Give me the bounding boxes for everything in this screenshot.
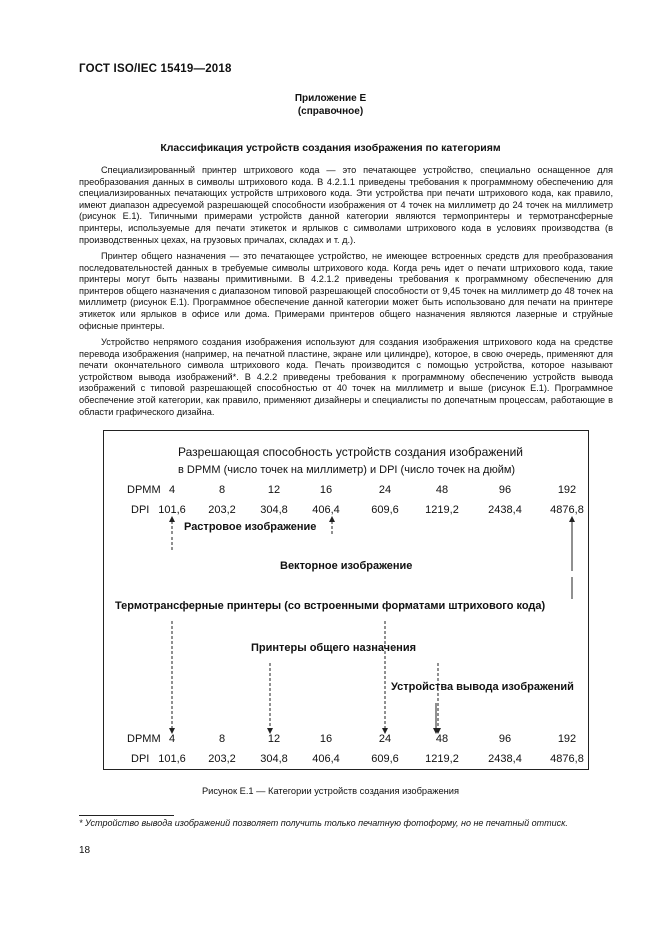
dpmm-value-bottom: 48 [435, 733, 449, 745]
section-title: Классификация устройств создания изображения по категориям [160, 142, 501, 154]
dpmm-value-bottom: 192 [557, 733, 577, 745]
dpi-value-bottom: 609,6 [371, 753, 399, 765]
dpi-value-bottom: 304,8 [260, 753, 288, 765]
figure-arrows [104, 431, 590, 771]
footnote-divider [79, 815, 174, 816]
dpmm-value-top: 12 [267, 484, 281, 496]
page-number: 18 [79, 845, 91, 856]
appendix-label: Приложение Е [294, 93, 367, 104]
dpmm-label-top: DPMM [127, 484, 161, 496]
dpmm-label-bottom: DPMM [127, 733, 161, 745]
category-thermal-printers: Термотрансферные принтеры (со встроенными форматами штрихового кода) [115, 600, 546, 612]
dpi-value-top: 304,8 [260, 504, 288, 516]
figure-heading-1: Разрешающая способность устройств создания изображений [178, 445, 523, 459]
paragraph-2: Принтер общего назначения — это печатающее устройство, не имеющее встроенных средств для преобразования последовательностей данных в требуемые символы штрихового кода. Когда речь идет о печати штрихового кода, такие принтеры могут быть названы примитивными. В 4.2.1.2 приведены требования к программному обеспечению для принтеров общего назначения с диапазоном типовой разрешающей способности от 9,45 точек на миллиметр до 48 точек на миллиметр (рисунок Е.1). Программное обеспечение данной категории может быть использовано для печати на принтере этикеток или ярлыков в офисе или дома. Примерами принтеров общего назначения являются лазерные и струйные офисные принтеры. [79, 251, 613, 331]
dpi-value-bottom: 101,6 [158, 753, 186, 765]
dpmm-value-top: 8 [218, 484, 226, 496]
dpi-label-bottom: DPI [131, 753, 150, 765]
dpmm-value-top: 192 [557, 484, 577, 496]
dpi-value-bottom: 4876,8 [550, 753, 584, 765]
category-imagesetters: Устройства вывода изображений [391, 681, 574, 693]
dpmm-value-bottom: 96 [498, 733, 512, 745]
dpi-value-top: 406,4 [312, 504, 340, 516]
footnote: * Устройство вывода изображений позволяет получить только печатную фотоформу, но не печатный оттиск. [79, 818, 568, 828]
dpmm-value-bottom: 24 [378, 733, 392, 745]
dpmm-value-top: 96 [498, 484, 512, 496]
dpmm-value-top: 24 [378, 484, 392, 496]
dpi-value-bottom: 203,2 [208, 753, 236, 765]
category-general-printers: Принтеры общего назначения [251, 642, 417, 654]
dpi-value-top: 101,6 [158, 504, 186, 516]
dpi-value-bottom: 2438,4 [488, 753, 522, 765]
dpmm-value-top: 48 [435, 484, 449, 496]
dpi-value-top: 1219,2 [425, 504, 459, 516]
dpi-value-top: 4876,8 [550, 504, 584, 516]
document-header: ГОСТ ISO/IEC 15419—2018 [79, 63, 232, 75]
paragraph-1: Специализированный принтер штрихового кода — это печатающее устройство, специально оснащенное для преобразования данных в символы штрихового кода. В 4.2.1.1 приведены требования к программному обеспечению для специализированных печатающих устройств штрихового кода. Эти устройства при печати штрихового кода, как правило, имеют диапазон адресуемой разрешающей способности изображения от 4 точек на миллиметр до 24 точек на миллиметр (рисунок Е.1). Типичными примерами устройств данной категории являются термопринтеры и термотрансферные принтеры, используемые для печати этикеток и ярлыков с символами штрихового кода в условиях производства (в производственных цехах, на грузовых причалах, складах и т. д.). [79, 165, 613, 245]
dpmm-value-top: 16 [319, 484, 333, 496]
category-raster: Растровое изображение [184, 521, 317, 533]
category-vector: Векторное изображение [280, 560, 413, 572]
figure-caption: Рисунок Е.1 — Категории устройств создания изображения [201, 786, 460, 796]
dpi-value-bottom: 406,4 [312, 753, 340, 765]
appendix-type: (справочное) [297, 106, 364, 117]
dpi-value-top: 203,2 [208, 504, 236, 516]
paragraph-3: Устройство непрямого создания изображения используют для создания изображения штрихового кода на средстве перевода изображения (например, на печатной пластине, экране или цилиндре), которое, в свою очередь, применяют для печати окончательного символа штрихового кода. Печать производится с помощью устройства, которое называют устройством вывода изображений*. В 4.2.2 приведены требования к программному обеспечению устройств вывода изображений с типовой разрешающей способностью от 40 точек на миллиметр и выше (рисунок Е.1). Программное обеспечение этой категории, как правило, применяют дизайнеры и специалисты по допечатным процессам, работающие в области графического дизайна. [79, 337, 613, 417]
dpi-value-top: 609,6 [371, 504, 399, 516]
figure-heading-2: в DPMM (число точек на миллиметр) и DPI (число точек на дюйм) [178, 464, 516, 476]
dpmm-value-bottom: 16 [319, 733, 333, 745]
dpi-value-top: 2438,4 [488, 504, 522, 516]
figure-e1 [103, 430, 589, 770]
dpi-label-top: DPI [131, 504, 150, 516]
dpmm-value-bottom: 8 [218, 733, 226, 745]
dpmm-value-top: 4 [168, 484, 176, 496]
dpi-value-bottom: 1219,2 [425, 753, 459, 765]
dpmm-value-bottom: 12 [267, 733, 281, 745]
dpmm-value-bottom: 4 [168, 733, 176, 745]
